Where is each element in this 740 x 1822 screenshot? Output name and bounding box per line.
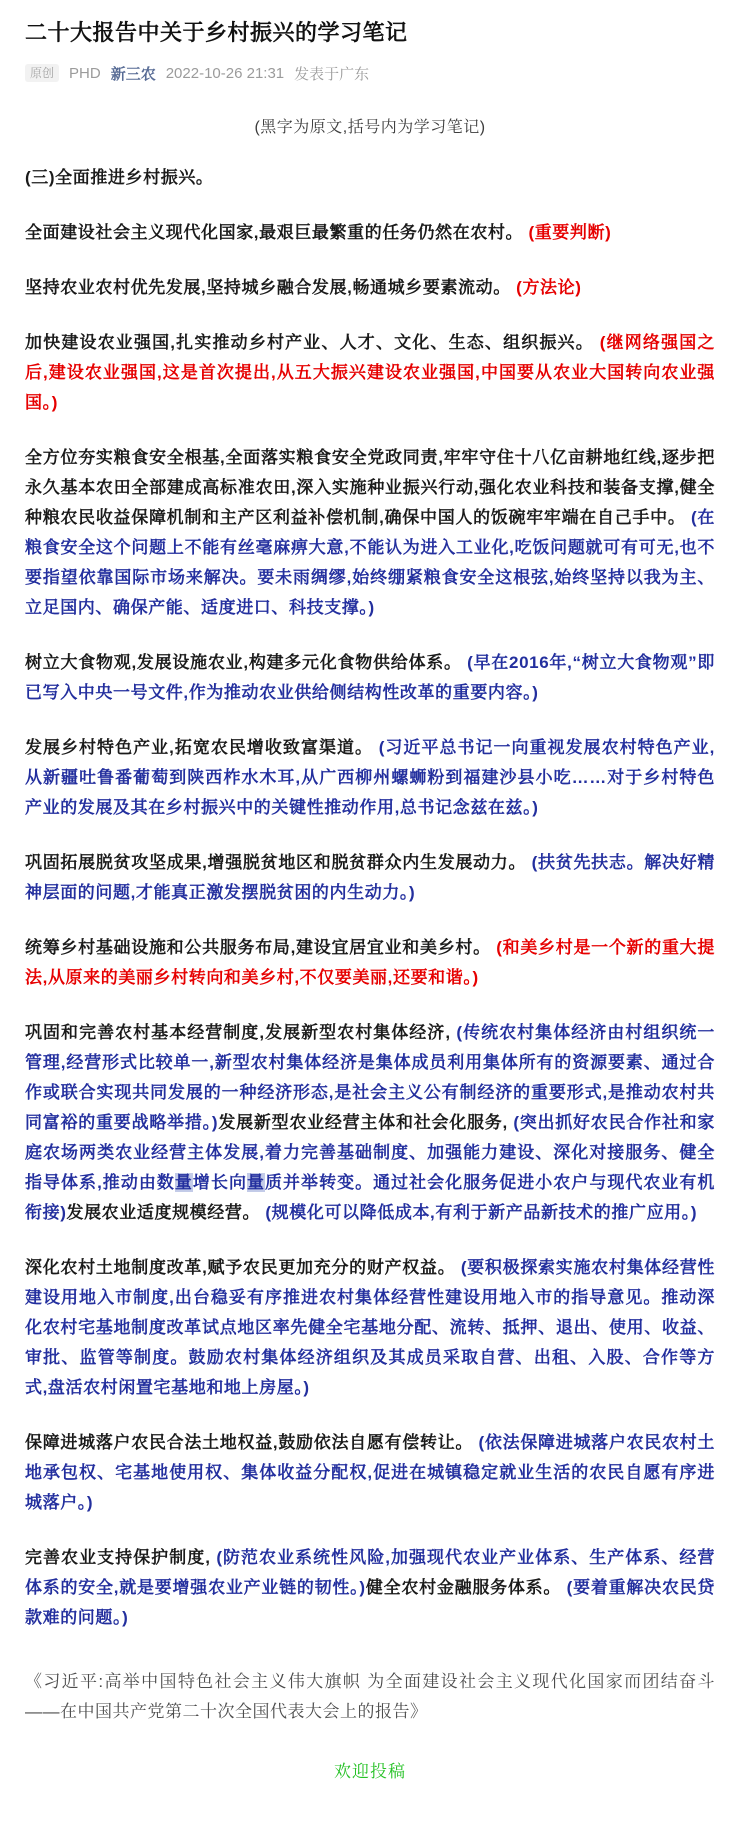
paragraph	[25, 218, 715, 248]
paragraph	[25, 1428, 715, 1518]
legend-note: (黑字为原文,括号内为学习笔记)	[254, 118, 486, 136]
paragraph	[25, 1253, 715, 1403]
blue-text-segment: (在粮食安全这个问题上不能有丝毫麻痹大意,不能认为进入工业化,吃饭问题就可有可无,也不要指望依靠国际市场来解决。要未雨绸缪,始终绷紧粮食安全这根弦,始终坚持以我为主、立足国内、确保产能、适度进口、科技支撑。)	[25, 507, 715, 617]
red-text-segment: (和美乡村是一个新的重大提法,从原来的美丽乡村转向和美乡村,不仅要美丽,还要和谐。)	[25, 937, 715, 987]
blue-text-segment: (规模化可以降低成本,有利于新产品新技术的推广应用。)	[260, 1202, 698, 1222]
black-text-segment: 树立大食物观,发展设施农业,构建多元化食物供给体系。	[25, 652, 462, 672]
blue-text-segment: (要着重解决农民贷款难的问题。)	[25, 1577, 716, 1627]
blue-text-segment: 增长向	[192, 1172, 247, 1192]
article-body	[25, 163, 715, 1633]
black-text-segment: 发展乡村特色产业,拓宽农民增收致富渠道。	[25, 737, 373, 757]
blue-text-segment: (扶贫先扶志。解决好精神层面的问题,才能真正激发摆脱贫困的内生动力。)	[25, 852, 715, 902]
paragraph	[25, 443, 715, 623]
article-meta	[25, 63, 715, 84]
blue-text-segment: 质并举转变。通过社会化服务促进小农户与现代农业有机衔接)	[25, 1172, 716, 1222]
paragraph	[25, 1018, 715, 1228]
black-text-segment: (三)全面推进乡村振兴。	[25, 167, 214, 187]
page-title: 二十大报告中关于乡村振兴的学习笔记	[25, 20, 408, 45]
paragraph	[25, 163, 715, 193]
author-name[interactable]: PHD	[69, 64, 101, 82]
blue-text-segment: (依法保障进城落户农民农村土地承包权、宅基地使用权、集体收益分配权,促进在城镇稳定就业生活的农民自愿有序进城落户。)	[25, 1432, 715, 1512]
red-text-segment: (重要判断)	[523, 222, 612, 242]
paragraph	[25, 648, 715, 708]
publish-location: 发表于广东	[294, 65, 370, 83]
black-text-segment: 发展农业适度规模经营。	[66, 1202, 261, 1222]
account-link[interactable]: 新三农	[110, 65, 156, 83]
blue-text-segment-highlighted: 量	[246, 1172, 266, 1192]
black-text-segment: 发展新型农业经营主体和社会化服务,	[218, 1112, 508, 1132]
blue-text-segment: (传统农村集体经济由村组织统一管理,经营形式比较单一,新型农村集体经济是集体成员利用集体所有的资源要素、通过合作或联合实现共同发展的一种经济形态,是社会主义公有制经济的重要形式,是推动农村共同富裕的重要战略举措。)	[25, 1022, 715, 1132]
blue-text-segment: (早在2016年,“树立大食物观”即已写入中央一号文件,作为推动农业供给侧结构性改革的重要内容。)	[25, 652, 715, 702]
black-text-segment: 加快建设农业强国,扎实推动乡村产业、人才、文化、生态、组织振兴。	[25, 332, 594, 352]
paragraph	[25, 273, 715, 303]
blue-text-segment: (要积极探索实施农村集体经营性建设用地入市制度,出台稳妥有序推进农村集体经营性建设用地入市的指导意见。推动深化农村宅基地制度改革试点地区率先健全宅基地分配、流转、抵押、退出、使用、收益、审批、监管等制度。鼓励农村集体经济组织及其成员采取自营、出租、入股、合作等方式,盘活农村闲置宅基地和地上房屋。)	[25, 1257, 715, 1397]
black-text-segment: 坚持农业农村优先发展,坚持城乡融合发展,畅通城乡要素流动。	[25, 277, 511, 297]
black-text-segment: 统筹乡村基础设施和公共服务布局,建设宜居宜业和美乡村。	[25, 937, 491, 957]
black-text-segment: 巩固和完善农村基本经营制度,发展新型农村集体经济,	[25, 1022, 451, 1042]
publish-datetime: 2022-10-26 21:31	[165, 64, 285, 82]
paragraph	[25, 848, 715, 908]
paragraph	[25, 933, 715, 993]
black-text-segment: 全方位夯实粮食安全根基,全面落实粮食安全党政同责,牢牢守住十八亿亩耕地红线,逐步把永久基本农田全部建成高标准农田,深入实施种业振兴行动,强化农业科技和装备支撑,健全种粮农民收益保障机制和主产区利益补偿机制,确保中国人的饭碗牢牢端在自己手中。	[25, 447, 715, 527]
reference-title: 《习近平:高举中国特色社会主义伟大旗帜 为全面建设社会主义现代化国家而团结奋斗——在中国共产党第二十次全国代表大会上的报告》	[25, 1671, 715, 1721]
original-badge: 原创	[25, 64, 59, 82]
red-text-segment: (继网络强国之后,建设农业强国,这是首次提出,从五大振兴建设农业强国,中国要从农业大国转向农业强国。)	[25, 332, 716, 412]
blue-text-segment-highlighted: 量	[174, 1172, 193, 1192]
black-text-segment: 巩固拓展脱贫攻坚成果,增强脱贫地区和脱贫群众内生发展动力。	[25, 852, 527, 872]
blue-text-segment: (习近平总书记一向重视发展农村特色产业,从新疆吐鲁番葡萄到陕西柞水木耳,从广西柳州螺蛳粉到福建沙县小吃……对于乡村特色产业的发展及其在乡村振兴中的关键性推动作用,总书记念兹在兹。)	[25, 737, 715, 817]
paragraph	[25, 733, 715, 823]
black-text-segment: 完善农业支持保护制度,	[25, 1547, 211, 1567]
paragraph	[25, 1543, 715, 1633]
blue-text-segment: (防范农业系统性风险,加强现代农业产业体系、生产体系、经营体系的安全,就是要增强农业产业链的韧性。)	[25, 1547, 715, 1597]
black-text-segment: 保障进城落户农民合法土地权益,鼓励依法自愿有偿转让。	[25, 1432, 474, 1452]
black-text-segment: 深化农村土地制度改革,赋予农民更加充分的财产权益。	[25, 1257, 456, 1277]
blue-text-segment: (突出抓好农民合作社和家庭农场两类农业经营主体发展,着力完善基础制度、加强能力建设、深化对接服务、健全指导体系,推动由数	[25, 1112, 715, 1192]
submission-link[interactable]: 欢迎投稿	[334, 1761, 406, 1781]
red-text-segment: (方法论)	[510, 277, 582, 297]
black-text-segment: 健全农村金融服务体系。	[365, 1577, 562, 1597]
paragraph	[25, 328, 715, 418]
black-text-segment: 全面建设社会主义现代化国家,最艰巨最繁重的任务仍然在农村。	[25, 222, 524, 242]
